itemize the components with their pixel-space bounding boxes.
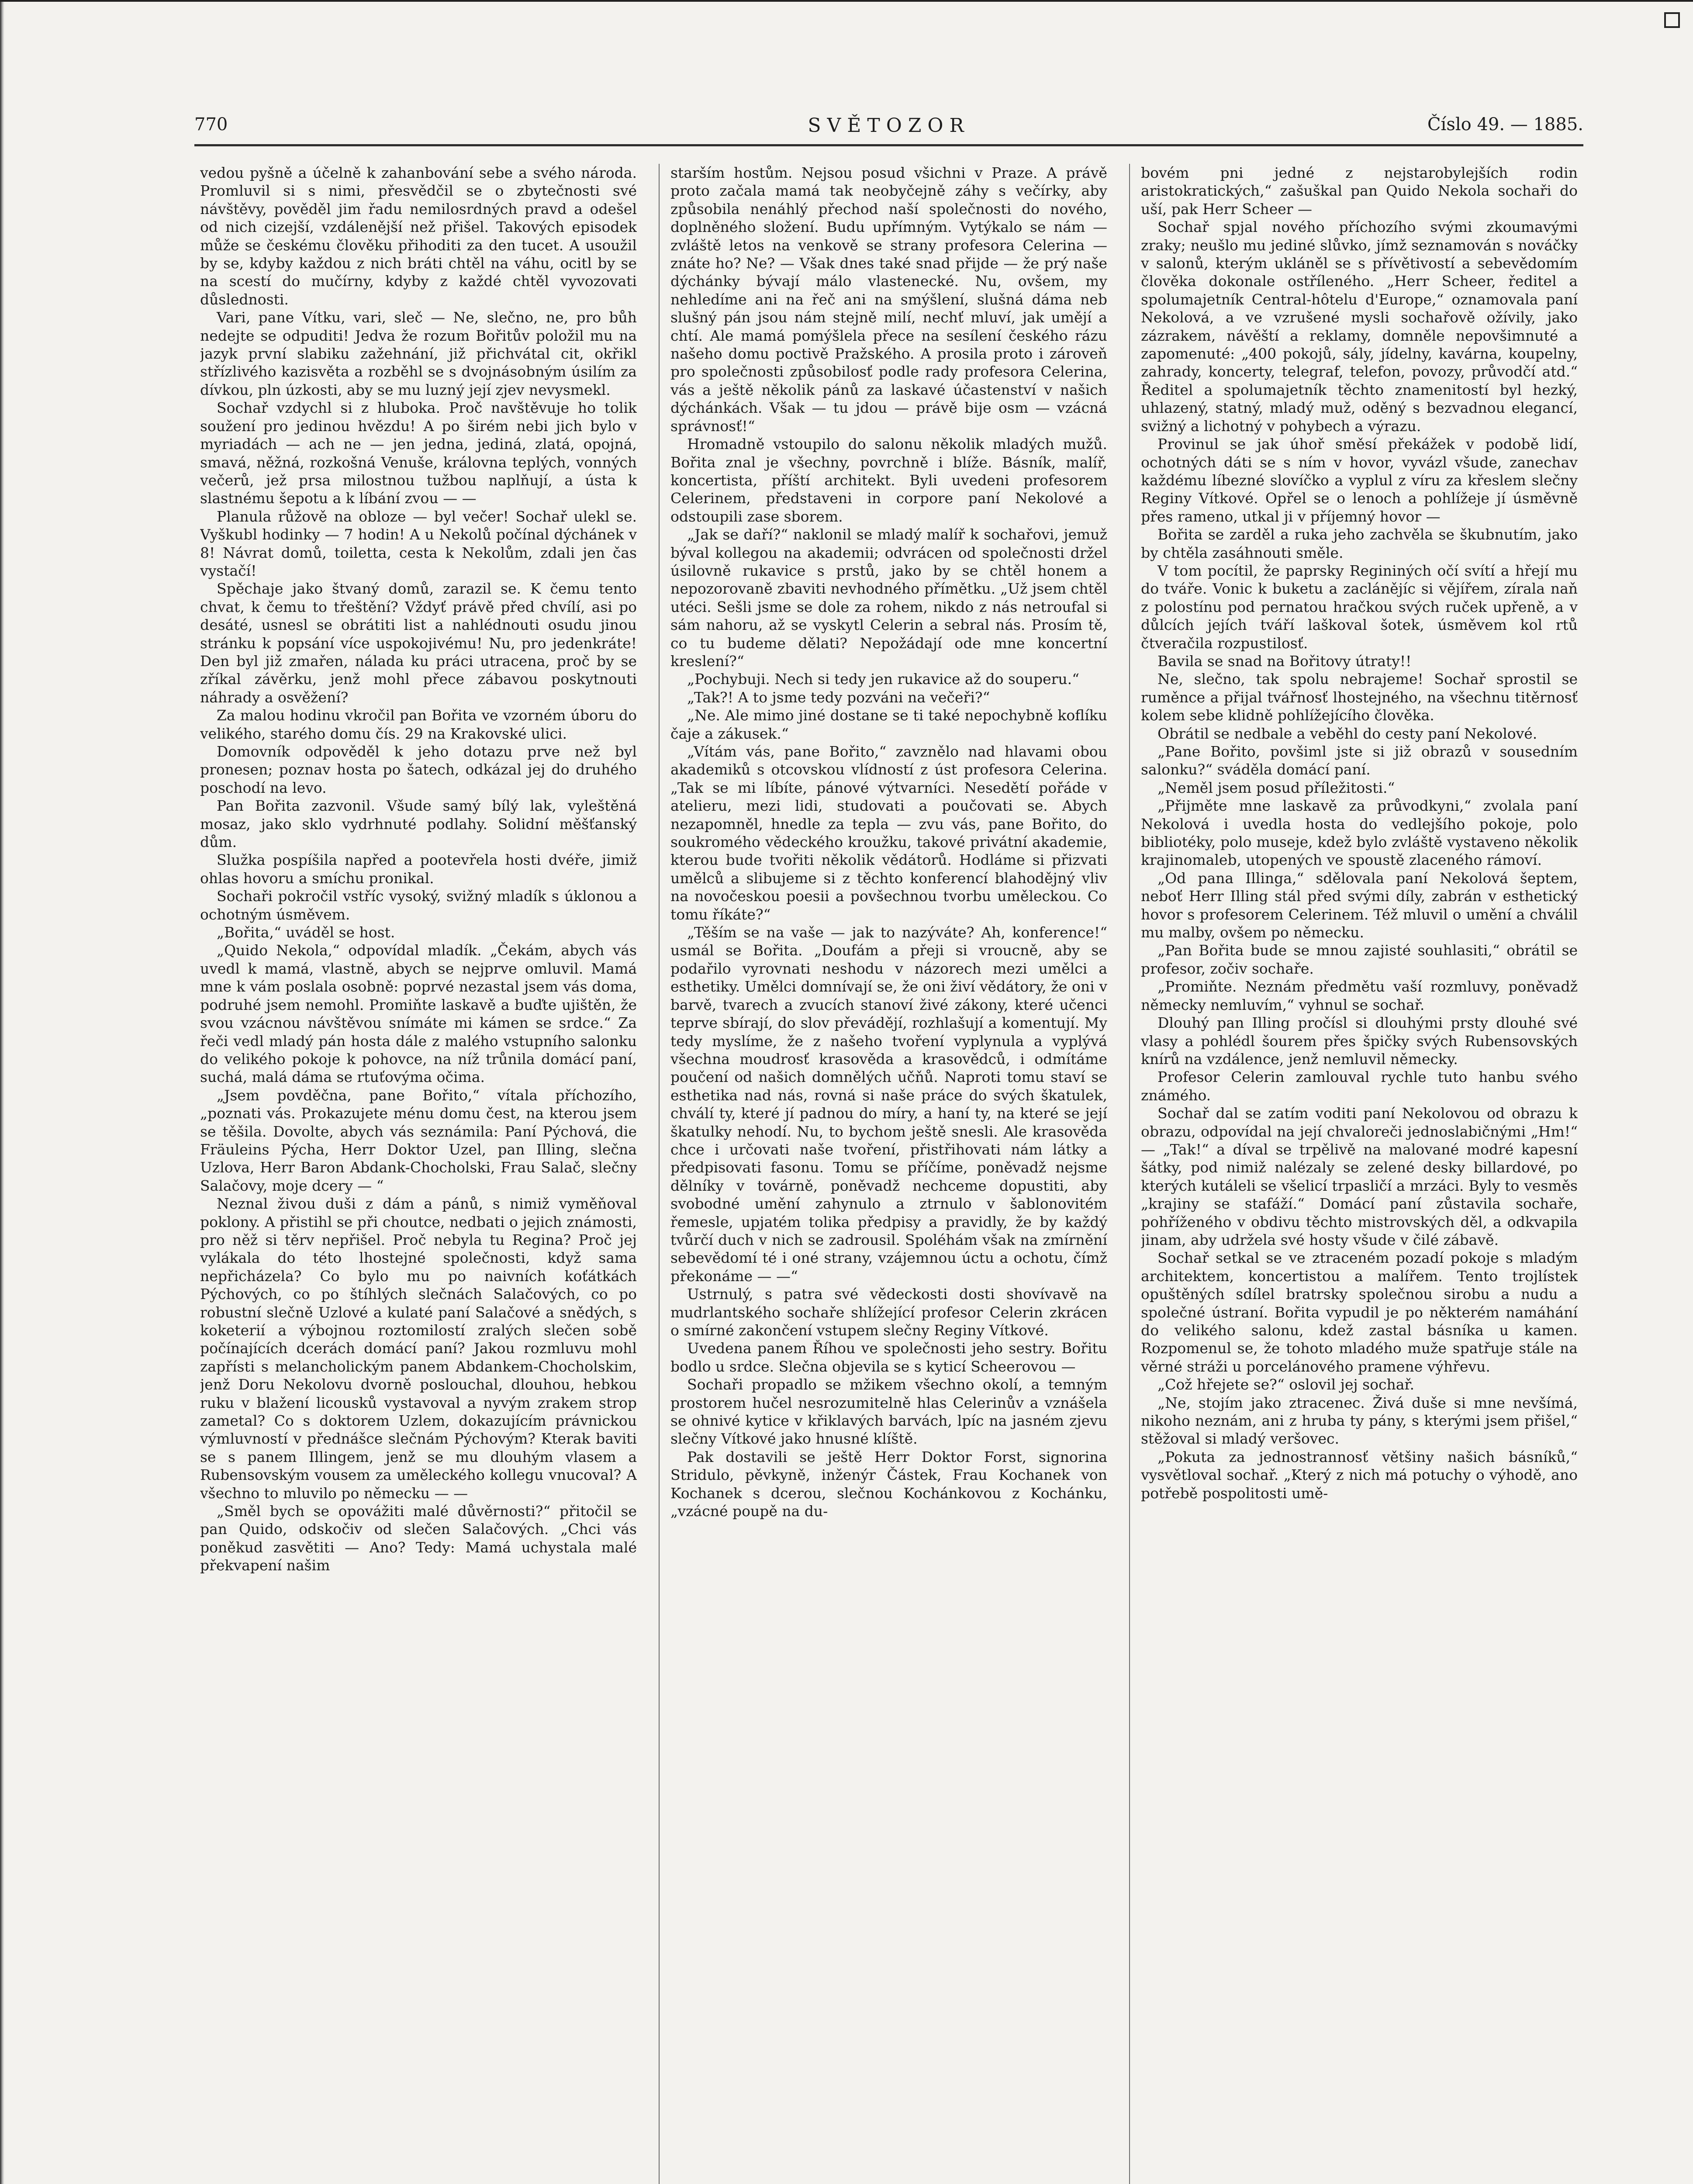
paragraph: „Neměl jsem posud příležitosti.“ xyxy=(1157,779,1395,796)
paragraph: „Pokuta za jednostrannosť většiny našich básníků,“ vysvětloval sochař. „Který z nich má potuchy o výhodě, ano potřebě pospolitosti umě- xyxy=(1141,1448,1578,1502)
paragraph: Sochař dal se zatím voditi paní Nekolovou od obrazu k obrazu, odpovídal na její chvaloreči jednoslabičnými „Hm!“ — „Tak!“ a díval se trpělivě na malované modré kapesní šátky, pod nimiž nalézaly se zelené desky billardové, po kterých kutáleli se všelicí trpasličí a mrzáci. Byly to vesměs „krajiny se stafáží.“ Domácí paní zůstavila sochaře, pohříženého v obdivu těchto mistrovských děl, a odkvapila jinam, aby udržela své hosty všude v čilé zábavě. xyxy=(1141,1105,1578,1248)
text-column-1 xyxy=(200,164,637,2184)
paragraph: Služka pospíšila napřed a pootevřela hosti dvéře, jimiž ohlas hovoru a smíchu pronikal. xyxy=(200,851,637,887)
paragraph: Bavila se snad na Bořitovy útraty!! xyxy=(1157,652,1412,670)
paragraph: Ne, slečno, tak spolu nebrajeme! Sochař sprostil se ruměnce a přijal tvářnosť lhostejného, na všechnu titěrnosť kolem sebe klidně pohlížejícího člověka. xyxy=(1141,670,1578,724)
paragraph: Sochař vzdychl si z hluboka. Proč navštěvuje ho tolik soužení pro jedinou hvězdu! A po širém nebi jich bylo v myriadách — ach ne — jen jedna, jediná, zlatá, opojná, smavá, něžná, rozkošná Venuše, královna teplých, vonných večerů, jež prsa milostnou tužbou naplňují, a ústa k slastnému šepotu a k líbání zvou — — xyxy=(200,399,637,507)
paragraph: bovém pni jedné z nejstarobylejších rodin aristokratických,“ zašuškal pan Quido Nekola sochaři do uší, pak Herr Scheer — xyxy=(1141,164,1578,218)
paragraph: „Od pana Illinga,“ sdělovala paní Nekolová šeptem, neboť Herr Illing stál před svými díly, zabrán v esthetický hovor s profesorem Celerinem. Též mluvil o umění a chválil mu malby, ovšem po německu. xyxy=(1141,869,1578,941)
paragraph: Za malou hodinu vkročil pan Bořita ve vzorném úboru do velikého, starého domu čís. 29 na Krakovské ulici. xyxy=(200,707,637,742)
paragraph: Sochař setkal se ve ztraceném pozadí pokoje s mladým architektem, koncertistou a malířem. Tento trojlístek opuštěných sdílel bratrsky společnou sirobu a nudu a společné ústraní. Bořita vypudil je po některém namáhání do velikého salonu, kdež zastal básníka u kamen. Rozpomenul se, že tohoto mladého muže spatřuje stále na věrné stráži u porcelánového pramene výhřevu. xyxy=(1141,1249,1578,1375)
paragraph: Sochaři propadlo se mžikem všechno okolí, a temným prostorem hučel nesrozumitelně hlas Celerinův a vznášela se ohnivé kytice v křiklavých barvách, lpíc na jasném zjevu slečny Vítkové jako hnusné klíště. xyxy=(670,1376,1107,1448)
paragraph: Sochař spjal nového příchozího svými zkoumavými zraky; neušlo mu jediné slůvko, jímž seznamován s nováčky v salonů, kterým ukláněl se s přívětivostí a sebevědomím člověka dokonale ostříleného. „Herr Scheer, ředitel a spolumajetník Central-hôtelu d'Europe,“ oznamovala paní Nekolová, a ve vzrušené mysli sochařově ožívily, jako zázrakem, návěští a reklamy, domněle nepovšimnuté a zapomenuté: „400 pokojů, sály, jídelny, kavárna, koupelny, zahrady, koncerty, telegraf, telefon, povozy, průvodčí atd.“ Ředitel a spolumajetník těchto znamenitostí byl hezký, uhlazený, statný, mladý muž, oděný s bezvadnou elegancí, svižný a lichotný v pohybech a výrazu. xyxy=(1141,218,1578,435)
paragraph: Spěchaje jako štvaný domů, zarazil se. K čemu tento chvat, k čemu to třeštění? Vždyť právě před chvílí, asi po desáté, usnesl se obrátiti list a nahlédnouti osudu jinou stránku k popsání více uspokojivému! Nu, pro jedenkráte! Den byl již zmařen, nálada ku práci utracena, proč by se zříkal závěrku, jenž mohl přece zábavou poskytnouti náhrady a osvěžení? xyxy=(200,580,637,706)
paragraph: „Těším se na vaše — jak to nazýváte? Ah, konference!“ usmál se Bořita. „Doufám a přeji si vroucně, aby se podařilo vyrovnati neshodu v názorech mezi umělci a esthetiky. Umělci domnívají se, že oni živí vědátory, že oni v barvě, tvarech a zvucích stanoví živé zákony, které učenci teprve sbírají, do slov převádějí, rozhlašují a komentují. My tedy myslíme, že z našeho tvoření vyplynula a vyplývá všechna moudrosť krasověda a krasovědců, i odmítáme poučení od našich domnělých učňů. Naproti tomu staví se esthetika nad nás, rovná si naše práce do svých škatulek, chválí ty, které jí padnou do míry, a haní ty, na které se její škatulky nehodí. Nu, to bychom ještě snesli. Ale krasověda chce i určovati naše tvoření, přistřihovati nám látky a předpisovati fasonu. Tomu se příčíme, poněvadž nejsme dělníky v továrně, poněvadž nechceme dopustiti, aby svobodné umění zahynulo a ztrnulo v šablonovitém řemesle, upjatém tolika předpisy a pravidly, že by každý tvůrčí duch v nich se zadrousil. Spoléhám však na zmírnění sebevědomí té i oné strany, vzájemnou úctu a ochotu, čímž překonáme — —“ xyxy=(670,924,1107,1285)
paragraph: „Pochybuji. Nech si tedy jen rukavice až do souperu.“ xyxy=(687,670,1080,688)
column-divider-2 xyxy=(1129,164,1130,2184)
paragraph: „Pane Bořito, povšiml jste si již obrazů v sousedním salonku?“ sváděla domácí paní. xyxy=(1141,743,1578,778)
paragraph: Pak dostavili se ještě Herr Doktor Forst, signorina Stridulo, pěvkyně, inženýr Částek, Frau Kochanek von Kochanek s dcerou, slečnou Kochánkovou z Kochánku, „vzácné poupě na du- xyxy=(670,1448,1107,1520)
paragraph: „Ne, stojím jako ztracenec. Živá duše si mne nevšímá, nikoho neznám, ani z hruba ty pány, s kterými jsem přišel,“ stěžoval si mladý veršovec. xyxy=(1141,1394,1578,1448)
paragraph: „Quido Nekola,“ odpovídal mladík. „Čekám, abych vás uvedl k mamá, vlastně, abych se nejprve omluvil. Mamá mne k vám poslala osobně: poprvé nezastal jsem vás doma, podruhé jsem nemohl. Promiňte laskavě a buďte ujištěn, že svou vzácnou návštěvou snímáte mi kámen se srdce.“ Za řeči vedl mladý pán hosta dále z malého vstupního salonku do velikého pokoje k pohovce, na níž trůnila domácí paní, suchá, malá dáma se rtuťovýma očima. xyxy=(200,942,637,1086)
paragraph: „Jsem povděčna, pane Bořito,“ vítala příchozího, „poznati vás. Prokazujete ménu domu čest, na kterou jsem se těšila. Dovolte, abych vás seznámila: Paní Pýchová, die Fräuleins Pýcha, Herr Doktor Uzel, pan Illing, slečna Uzlova, Herr Baron Abdank-Chocholski, Frau Salač, slečny Salačovy, moje dcery — “ xyxy=(200,1086,637,1194)
paragraph: „Bořita,“ uváděl se host. xyxy=(217,924,395,941)
paragraph: „Pan Bořita bude se mnou zajisté souhlasiti,“ obrátil se profesor, zočiv sochaře. xyxy=(1141,942,1578,977)
paragraph: Planula růžově na obloze — byl večer! Sochař ulekl se. Vyškubl hodinky — 7 hodin! A u Nekolů počínal dýchánek v 8! Návrat domů, toiletta, cesta k Nekolům, zdali jen čas vystačí! xyxy=(200,508,637,579)
paragraph: Neznal živou duši z dám a pánů, s nimiž vyměňoval poklony. A přistihl se při choutce, nedbati o jejich známosti, pro něž si těrv nepřišel. Proč nebyla tu Regina? Proč jej vylákala do této lhostejné společnosti, když sama nepřicházela? Co bylo mu po naivních koťátkách Pýchových, co po štíhlých slečnách Salačových, co po robustní slečně Uzlové a kulaté paní Salačové a snědých, s koketerií a výbojnou roztomilostí zralých slečen sobě počínajících dcerách domácí paní? Jakou rozmluvu mohl zapřísti s melancholickým panem Abdankem-Chocholskim, jenž Doru Nekolovu dvorně poslouchal, dlouhou, hebkou ruku v blažení licousků vystavoval a nyvým zrakem strop zametal? Co s doktorem Uzlem, dokazujícím právnickou výmluvností v přednášce slečnám Pýchovým? Kterak baviti se s panem Illingem, jenž se mu dlouhým vlasem a Rubensovským vousem za uměleckého kollegu vnucoval? A všechno to mluvilo po německu — — xyxy=(200,1195,637,1502)
paragraph: „Což hřejete se?“ oslovil jej sochař. xyxy=(1157,1376,1415,1393)
paragraph: „Ne. Ale mimo jiné dostane se ti také nepochybně koflíku čaje a zákusek.“ xyxy=(670,707,1107,742)
paragraph: V tom pocítil, že paprsky Regininých očí svítí a hřejí mu do tváře. Vonic k buketu a zaclánějíc si vějířem, zírala naň z polostínu pod pernatou hračkou svých ruček upřeně, a v důlcích jejích tváří laškoval šotek, úsměvem kol rtů čtveračila rozpustilosť. xyxy=(1141,562,1578,652)
page-number: 770 xyxy=(194,114,228,135)
paragraph: „Jak se daří?“ naklonil se mladý malíř k sochařovi, jemuž býval kollegou na akademii; odvrácen od společnosti držel úsilovně rukavice s prstů, jako by se chtěl honem a nepozorovaně zbaviti nevhodného přímětku. „Už jsem chtěl utéci. Sešli jsme se dole za rohem, nikdo z nás netroufal si sám nahoru, až se vyskytl Celerin a sebral nás. Prosím tě, co tu budeme dělati? Nepožádají ode mne koncertní kreslení?“ xyxy=(670,526,1107,670)
paragraph: Ustrnulý, s patra své vědeckosti dosti shovívavě na mudrlantského sochaře shlížející profesor Celerin zkrácen o smírné zakončení vstupem slečny Reginy Vítkové. xyxy=(670,1286,1107,1339)
paragraph: Bořita se zarděl a ruka jeho zachvěla se škubnutím, jako by chtěla zasáhnouti směle. xyxy=(1141,526,1578,561)
header-rule xyxy=(194,144,1583,146)
paragraph: Pan Bořita zazvonil. Všude samý bílý lak, vyleštěná mosaz, jako sklo vydrhnuté podlahy. Solidní měšťanský dům. xyxy=(200,797,637,851)
paragraph: „Směl bych se opovážiti malé důvěrnosti?“ přitočil se pan Quido, odskočiv od slečen Salačových. „Chci vás poněkud zasvětiti — Ano? Tedy: Mamá uchystala malé překvapení našim xyxy=(200,1503,637,1574)
scan-corner-mark xyxy=(1664,12,1680,28)
paragraph: Provinul se jak úhoř směsí překážek v podobě lidí, ochotných dáti se s ním v hovor, vyvázl všude, zanechav každému líbezné slovíčko a vyplul z víru za křeslem slečny Reginy Vítkové. Opřel se o lenoch a pohlížeje jí úsměvně přes rameno, utkal ji v příjemný hovor — xyxy=(1141,435,1578,525)
paragraph: „Tak?! A to jsme tedy pozváni na večeři?“ xyxy=(687,688,990,706)
paragraph: starším hostům. Nejsou posud všichni v Praze. A právě proto začala mamá tak neobyčejně záhy s večírky, aby způsobila nenáhlý přechod naší společnosti do nového, doplněného složení. Budu upřímným. Vytýkalo se nám — zvláště letos na venkově se strany profesora Celerina — znáte ho? Ne? — Však dnes také snad přijde — že prý naše dýchánky bývají málo vlastenecké. Nu, ovšem, my nehledíme ani na řeč ani na smýšlení, slušná dáma neb slušný pán jsou nám stejně milí, nechť mluví, jak umějí a chtí. Ale mamá pomýšlela přece na sesílení českého rázu našeho domu poctivě Pražského. A prosila proto i zároveň pro společnosti způsobilosť podle rady profesora Celerina, vás a ještě několik pánů za laskavé účastenství v našich dýchánkách. Však — tu jdou — právě bije osm — vzácná správnosť!“ xyxy=(670,164,1107,435)
paragraph: Obrátil se nedbale a veběhl do cesty paní Nekolové. xyxy=(1157,725,1538,742)
journal-title: SVĚTOZOR xyxy=(808,114,970,137)
paragraph: Uvedena panem Říhou ve společnosti jeho sestry. Bořitu bodlo u srdce. Slečna objevila se s kyticí Scheerovou — xyxy=(670,1340,1107,1375)
text-column-2 xyxy=(670,164,1107,2184)
paragraph: „Promiňte. Neznám předmětu vaší rozmluvy, poněvadž německy nemluvím,“ vyhnul se sochař. xyxy=(1141,978,1578,1013)
paragraph: „Vítám vás, pane Bořito,“ zavznělo nad hlavami obou akademiků s otcovskou vlídností z úst profesora Celerina. „Tak se mi líbíte, pánové výtvarníci. Nesedětí pořáde v atelieru, mezi lidi, studovati a poučovati se. Abych nezapomněl, hnedle za tepla — zvu vás, pane Bořito, do soukromého vědeckého kroužku, takové privátní akademie, kterou bude tvořiti několik vědátorů. Hodláme si přizvati umělců a slibujeme si z těchto konferencí blahodějný vliv na novočeskou poesii a povšechnou tvorbu uměleckou. Co tomu říkáte?“ xyxy=(670,743,1107,923)
page-header xyxy=(194,114,1583,141)
paragraph: Sochaři pokročil vstříc vysoký, svižný mladík s úklonou a ochotným úsměvem. xyxy=(200,888,637,923)
column-divider-1 xyxy=(659,164,660,2184)
paragraph: Hromadně vstoupilo do salonu několik mladých mužů. Bořita znal je všechny, povrchně i blíže. Básník, malíř, koncertista, příští architekt. Byli uvedeni profesorem Celerinem, představeni in corpore paní Nekolové a odstoupili zase sborem. xyxy=(670,435,1107,525)
paragraph: Dlouhý pan Illing pročísl si dlouhými prsty dlouhé své vlasy a pohlédl šourem přes špičky svých Rubensovských knírů na vzdálence, jenž nemluvil německy. xyxy=(1141,1014,1578,1068)
paragraph: vedou pyšně a účelně k zahanbování sebe a svého národa. Promluvil si s nimi, přesvědčil se o zbytečnosti své návštěvy, pověděl jim řadu nemilosrdných pravd a odešel od nich cizejší, vzdálenější než přišel. Takových episodek může se českému člověku přihoditi za den tucet. A usoužil by se, kdyby každou z nich bráti chtěl na váhu, ocitl by se na scestí do mučírny, kdyby z každé chtěl vyvozovati důslednosti. xyxy=(200,164,637,308)
paragraph: Domovník odpověděl k jeho dotazu prve než byl pronesen; poznav hosta po šatech, odkázal jej do druhého poschodí na levo. xyxy=(200,743,637,796)
page-edge-shadow xyxy=(0,0,4,2184)
scan-top-edge xyxy=(0,0,1693,2)
issue-number: Číslo 49. — 1885. xyxy=(1427,114,1583,135)
paragraph: Vari, pane Vítku, vari, sleč — Ne, slečno, ne, pro bůh nedejte se odpuditi! Jedva že rozum Bořitův položil mu na jazyk první slabiku zažehnání, již přichvátal cit, okřikl střízlivého kazisvěta a rozběhl se s dvojnásobným úsilím za dívkou, pln úzkosti, aby se mu luzný její zjev nevysmekl. xyxy=(200,309,637,398)
paragraph: „Přijměte mne laskavě za průvodkyni,“ zvolala paní Nekolová i uvedla hosta do vedlejšího pokoje, polo bibliotéky, polo museje, kdež bylo zvláště vystaveno několik krajinomaleb, utopených ve spoustě zlaceného rámoví. xyxy=(1141,797,1578,869)
text-column-3 xyxy=(1141,164,1578,2184)
paragraph: Profesor Celerin zamlouval rychle tuto hanbu svého známého. xyxy=(1141,1068,1578,1104)
